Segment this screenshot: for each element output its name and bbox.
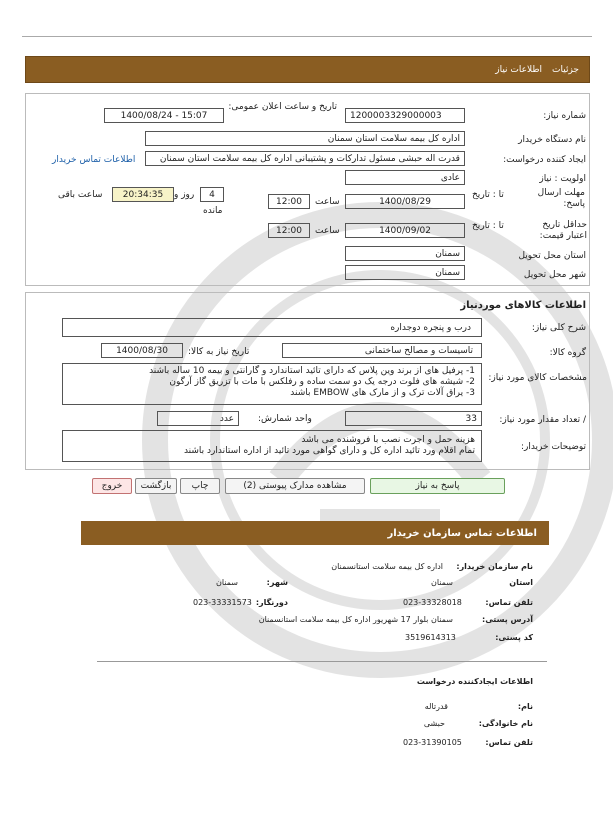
- validity-label: حداقل تاریخ اعتبار قیمت:: [539, 220, 587, 241]
- unit-field: عدد: [157, 411, 239, 426]
- remaining-label: مانده: [203, 206, 223, 216]
- goods-summary-label: شرح کلی نیاز:: [531, 323, 586, 333]
- need-number-field: 1200003329000003: [345, 108, 465, 123]
- need-number-label: شماره نیاز:: [543, 111, 586, 121]
- print-button[interactable]: چاپ: [180, 478, 220, 494]
- back-button[interactable]: بازگشت: [135, 478, 177, 494]
- contact-fax: 023-33331573: [193, 598, 252, 607]
- deadline-until-label: تا : تاریخ: [472, 190, 504, 200]
- notes-line-1: هزینه حمل و اجرت نصب با فروشنده می باشد: [301, 435, 475, 445]
- day-label: روز و: [174, 190, 195, 200]
- contact-buyer-org: اداره کل بیمه سلامت استانسمنان: [331, 562, 443, 571]
- contact-address: سمنان بلوار 17 شهریور اداره کل بیمه سلامت استانسمنان: [258, 615, 453, 624]
- contact-city-label: شهر:: [266, 578, 288, 587]
- delivery-city-field: سمنان: [345, 265, 465, 280]
- exit-button[interactable]: خروج: [92, 478, 132, 494]
- creator-name-label: نام:: [517, 702, 533, 711]
- goods-group-field: تاسیسات و مصالح ساختمانی: [282, 343, 482, 358]
- creator-family: حبشی: [423, 719, 445, 728]
- requester-field: قدرت اله حبشی مسئول تدارکات و پشتیبانی اداره کل بیمه سلامت استان سمنان: [145, 151, 465, 166]
- countdown-timer: 20:34:35: [112, 187, 174, 202]
- deadline-time-label: ساعت: [315, 197, 340, 207]
- view-docs-button[interactable]: مشاهده مدارک پیوستی (2): [225, 478, 365, 494]
- contact-section-header: اطلاعات تماس سازمان خریدار: [81, 521, 549, 545]
- page-header-bar: [25, 56, 590, 83]
- notes-line-2: تمام اقلام ورد تائید اداره کل و دارای گواهی مورد تائید از اداره استاندارد باشند: [183, 446, 475, 456]
- validity-time-label: ساعت: [315, 226, 340, 236]
- buyer-org-field: اداره کل بیمه سلامت استان سمنان: [145, 131, 465, 146]
- need-date-field: 1400/08/30: [101, 343, 183, 358]
- goods-section-title: اطلاعات کالاهای موردنیاز: [460, 300, 586, 311]
- contact-address-label: آدرس پستی:: [482, 615, 533, 624]
- validity-time-field: 12:00: [268, 223, 310, 238]
- reply-button[interactable]: پاسخ به نیاز: [370, 478, 505, 494]
- contact-postal-label: کد پستی:: [495, 633, 533, 642]
- deadline-time-field: 12:00: [268, 194, 310, 209]
- contact-divider: [97, 661, 547, 662]
- buyer-notes-label: توضیحات خریدار:: [520, 442, 586, 452]
- delivery-city-label: شهر محل تحویل: [523, 270, 586, 280]
- goods-group-label: گروه کالا:: [549, 348, 586, 358]
- qty-label: / تعداد مقدار مورد نیاز:: [499, 415, 586, 425]
- buyer-contact-link[interactable]: اطلاعات تماس خریدار: [52, 155, 136, 165]
- contact-postal: 3519614313: [405, 633, 456, 642]
- requester-label: ایجاد کننده درخواست:: [503, 155, 586, 165]
- contact-province: سمنان: [430, 578, 453, 587]
- unit-label: واحد شمارش:: [258, 414, 312, 424]
- qty-field: 33: [345, 411, 482, 426]
- contact-province-label: استان: [509, 578, 533, 587]
- buyer-org-label: نام دستگاه خریدار: [518, 135, 586, 145]
- goods-summary-field: درب و پنجره دوجداره: [62, 318, 482, 337]
- deadline-label: مهلت ارسال پاسخ:: [537, 188, 585, 209]
- creator-phone-label: تلفن تماس:: [485, 738, 533, 747]
- days-remaining-field: 4: [200, 187, 224, 202]
- priority-label: اولویت : نیاز: [539, 174, 586, 184]
- contact-fax-label: دورنگار:: [255, 598, 288, 607]
- goods-specs-box: [62, 363, 482, 405]
- announce-date-field: 1400/08/24 - 15:07: [104, 108, 224, 123]
- contact-buyer-org-label: نام سازمان خریدار:: [456, 562, 533, 571]
- creator-phone: 023-31390105: [403, 738, 462, 747]
- creator-name: قدرتاله: [424, 702, 448, 711]
- priority-field: عادی: [345, 170, 465, 185]
- buyer-notes-box: [62, 430, 482, 462]
- deadline-date-field: 1400/08/29: [345, 194, 465, 209]
- creator-family-label: نام خانوادگی:: [478, 719, 533, 728]
- spec-line-1: 1- پرفیل های از برند وین پلاس که دارای تائید استاندارد و گارانتی و بیمه 10 ساله باشند: [149, 366, 475, 376]
- contact-phone-label: تلفن تماس:: [485, 598, 533, 607]
- contact-phone: 023-33328018: [403, 598, 462, 607]
- announce-date-label: تاریخ و ساعت اعلان عمومی:: [228, 102, 337, 112]
- delivery-province-field: سمنان: [345, 246, 465, 261]
- contact-city: سمنان: [215, 578, 238, 587]
- hours-remaining-label: ساعت باقی: [58, 190, 103, 200]
- breadcrumb-details[interactable]: جزئیات: [552, 64, 579, 75]
- top-divider: [22, 36, 592, 37]
- validity-date-field: 1400/09/02: [345, 223, 465, 238]
- goods-specs-label: مشخصات کالای مورد نیاز:: [488, 373, 587, 383]
- spec-line-2: 2- شیشه های فلوت درجه یک دو سمت ساده و رفلکس با مات با تزریق گاز آرگون: [169, 377, 475, 387]
- creator-section-title: اطلاعات ایجادکننده درخواست: [416, 677, 533, 686]
- delivery-province-label: استان محل تحویل: [518, 251, 586, 261]
- breadcrumb-need-info: اطلاعات نیاز: [495, 64, 543, 75]
- validity-until-label: تا : تاریخ: [472, 221, 504, 231]
- need-date-label: تاریخ نیاز به کالا:: [188, 347, 250, 357]
- spec-line-3: 3- یراق آلات ترک و از مارک های EMBOW باشند: [290, 388, 475, 398]
